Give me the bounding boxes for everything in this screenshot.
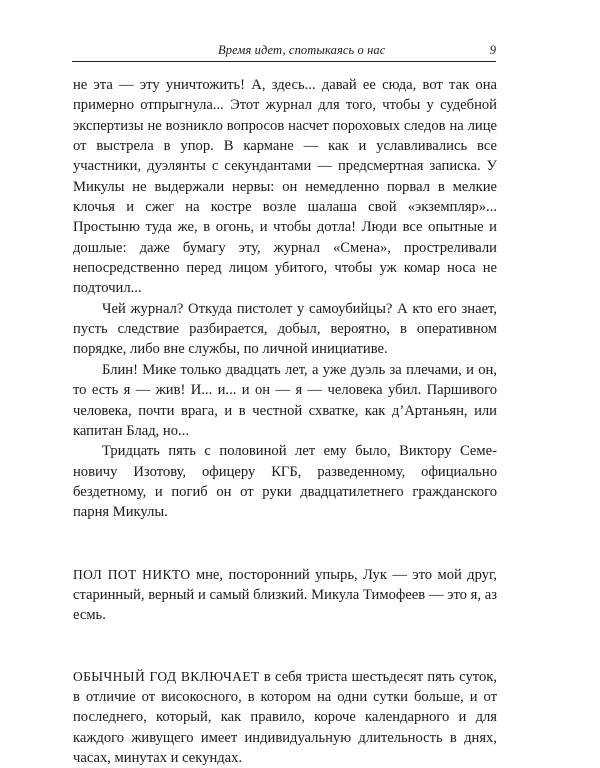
section-lead-smallcaps: ПОЛ ПОТ НИКТО — [73, 566, 191, 582]
body-text — [73, 75, 497, 768]
paragraph-continuation — [73, 75, 497, 299]
section-break — [73, 626, 497, 667]
paragraph-text: Чей журнал? Откуда пистолет у самоубийцы? А кто его знает, пусть следствие разбирается, добыл, вероятно, в оперативном порядке, либо вне службы, по личной инициативе. — [73, 300, 497, 358]
paragraph-text: не эта — эту уничтожить! А, здесь... давай ее сюда, вот так она примерно отпрыгнула... Этот журнал для того, чтобы у судебной экспертизы не возникло вопросов насчет пороховых следов на лице от выстрела в упор. В кармане — как и уславливались все участники, дуэлянты с секундантами — предсмертная записка. У Микулы не выдержали нервы: он немедленно порвал в мелкие клочья и сжег на костре возле шалаша свой «экземпляр»... Простыню туда же, в огонь, и чтобы дотла! Люди все опытные и дошлые: даже бумагу эту, журнал «Смена», простреливали непосредственно перед лицом убитого, чтобы уж комар носа не подточил... — [73, 77, 497, 297]
paragraph-text: в себя триста шестьдесят пять суток, в отличие от високосного, в котором на одни сутки больше, и от последнего, который, как правило, короче календарного и для каждого живущего имеет индивидуальную длительность в днях, часах, минутах и секундах. — [73, 668, 497, 766]
paragraph-duel — [73, 360, 497, 441]
running-title: Время идет, спотыкаясь о нас — [218, 43, 386, 57]
paragraph-text: Тридцать пять с половиной лет ему было, Виктору Семеновичу Изотову, офицеру КГБ, разведенному, официально бездетному, и погиб он от руки двадцатилетнего гражданского парня Микулы. — [73, 443, 497, 521]
paragraph-text: мне, посторонний упырь, Лук — это мой друг, старинный, верный и самый близкий. Микула Тимофеев — это я, аз есмь. — [73, 566, 498, 624]
section-ordinary-year — [73, 667, 497, 768]
paragraph-whose-magazine — [73, 299, 497, 360]
page-number: 9 — [489, 43, 496, 57]
section-lead-smallcaps: ОБЫЧНЫЙ ГОД ВКЛЮЧАЕТ — [73, 668, 260, 684]
section-pol-pot — [73, 565, 497, 626]
paragraph-text: Блин! Мике только двадцать лет, а уже дуэль за плечами, и он, то есть я — жив! И... и... и он — я — человека убил. Паршивого человека, почти врага, и в честной схватке, как д’Артаньян, или капитан Блад, но... — [73, 361, 497, 439]
section-break — [73, 523, 497, 565]
running-head — [72, 41, 496, 62]
paragraph-izotov — [73, 441, 497, 522]
